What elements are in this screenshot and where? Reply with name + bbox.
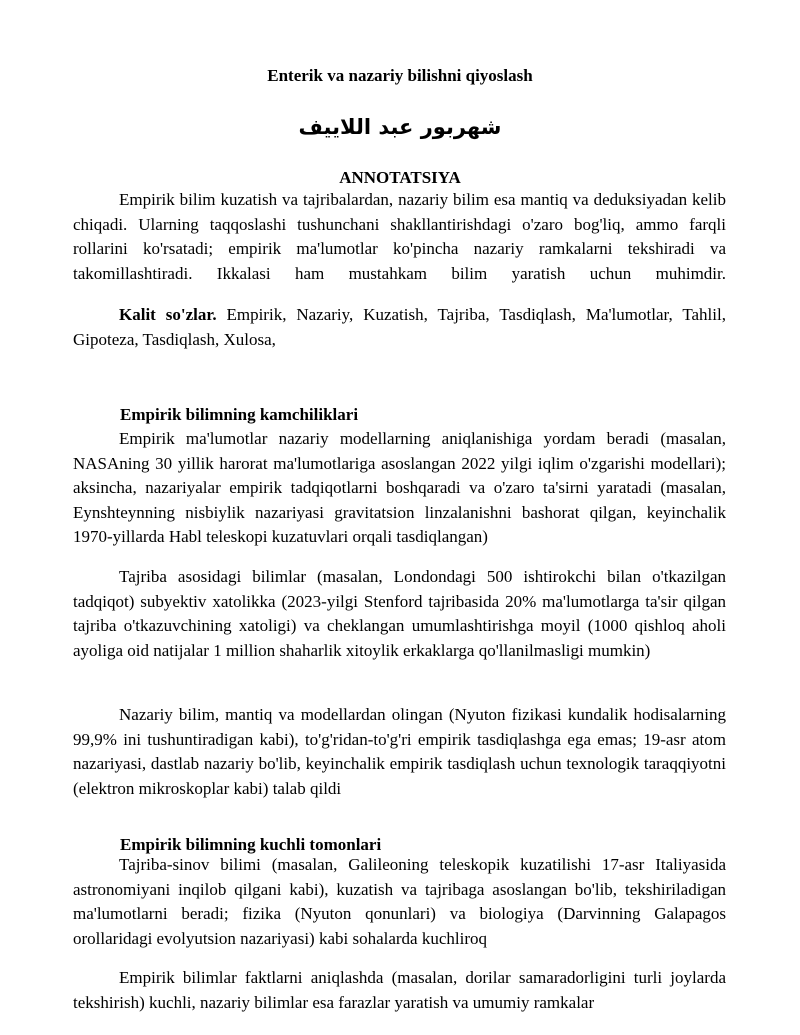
section-paragraph: Tajriba-sinov bilimi (masalan, Galileoning teleskopik kuzatilishi 17-asr Italiyasida astronomiyani inqilob qilgani kabi), kuzatish va tajribaga asoslangan bo'lib, tekshiriladigan ma'lumotlarni beradi; fizika (Nyuton qonunlari) va biologiya (Darvinning Galapagos orollaridagi evolyutsion nazariyasi) kabi sohalarda kuchliroq xyxy=(73,855,726,948)
section-paragraph: Nazariy bilim, mantiq va modellardan olingan (Nyuton fizikasi kundalik hodisalarning 99,9% ini tushuntiradigan kabi), to'g'ridan-to'g'ri empirik tasdiqlashga ega emas; 19-asr atom nazariyasi, dastlab nazariy bo'lib, keyinchalik empirik tasdiqlash uchun texnologik taraqqiyotni (elektron mikroskoplar kabi) talab qildi xyxy=(73,705,726,798)
annotation-paragraph: Empirik bilim kuzatish va tajribalardan, nazariy bilim esa mantiq va deduksiyadan kelib chiqadi. Ularning taqqoslashi tushunchani shakllantirishdagi o'zaro bog'liq, ammo farqli rollarini ko'rsatadi; empirik ma'lumotlar ko'pincha nazariy ramkalarni tekshiradi va takomillashtiradi. Ikkalasi ham mustahkam bilim yaratish uchun muhimdir. xyxy=(73,190,726,283)
keywords-label: Kalit so'zlar. xyxy=(119,305,217,324)
paper-title: Enterik va nazariy bilishni qiyoslash xyxy=(267,66,533,85)
annotation-heading: ANNOTATSIYA xyxy=(339,168,461,187)
section-heading-strengths: Empirik bilimning kuchli tomonlari xyxy=(120,835,382,854)
section-heading-weaknesses: Empirik bilimning kamchiliklari xyxy=(120,405,359,424)
keywords-list: Empirik, Nazariy, Kuzatish, Tajriba, Tasdiqlash, Ma'lumotlar, Tahlil, Gipoteza, Tasdiqlash, Xulosa, xyxy=(73,305,726,349)
section-paragraph: Empirik bilimlar faktlarni aniqlashda (masalan, dorilar samaradorligini turli joylarda tekshirish) kuchli, nazariy bilimlar esa farazlar yaratish va umumiy ramkalar xyxy=(73,968,726,1012)
author-name: شهربور عبد اللاییف xyxy=(298,115,502,139)
section-paragraph: Tajriba asosidagi bilimlar (masalan, Londondagi 500 ishtirokchi bilan o'tkazilgan tadqiqot) subyektiv xatolikka (2023-yilgi Stenford tajribasida 20% ma'lumotlarga ta'sir qilgan tajriba o'tkazuvchining xatoligi) va cheklangan umumlashtirishga moyil (1000 qishloq aholi ayoliga oid natijalar 1 million shaharlik xitoylik erkaklarga qo'llanilmasligi mumkin) xyxy=(73,567,726,660)
section-paragraph: Empirik ma'lumotlar nazariy modellarning aniqlanishiga yordam beradi (masalan, NASAning 30 yillik harorat ma'lumotlariga asoslangan 2022 yilgi iqlim o'zgarishi modellari); aksincha, nazariyalar empirik tadqiqotlarni boshqaradi va o'zaro ta'sirni yaratadi (masalan, Eynshteynning nisbiylik nazariyasi gravitatsion linzalanishni bashorat qilgan, keyinchalik 1970-yillarda Habl teleskopi kuzatuvlari orqali tasdiqlangan) xyxy=(73,429,726,546)
keywords-paragraph xyxy=(73,303,726,352)
